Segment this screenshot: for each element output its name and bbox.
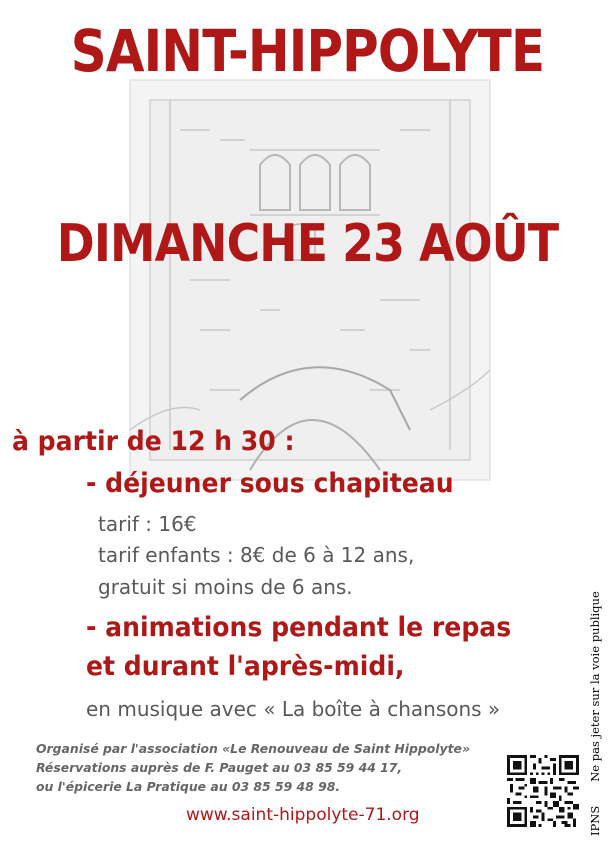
website-link[interactable]: www.saint-hippolyte-71.org xyxy=(186,805,420,825)
qr-code-icon xyxy=(507,755,579,827)
reservation-line: Réservations auprès de F. Pauget au 03 85 59 44 17, xyxy=(36,760,403,775)
tarif-text: tarif : 16€ xyxy=(98,512,197,536)
music-text: en musique avec « La boîte à chansons » xyxy=(86,697,501,721)
poster-title: SAINT-HIPPOLYTE xyxy=(70,17,545,85)
tarif-children-text: tarif enfants : 8€ de 6 à 12 ans, xyxy=(98,543,415,567)
shop-line: ou l'épicerie La Pratique au 03 85 59 48 98. xyxy=(36,779,341,794)
organizer-line: Organisé par l'association «Le Renouveau de Saint Hippolyte» xyxy=(36,741,470,756)
legal-vertical-text xyxy=(588,591,602,836)
free-note-text: gratuit si moins de 6 ans. xyxy=(98,575,353,599)
organizer-block xyxy=(36,739,470,796)
do-not-litter-note: Ne pas jeter sur la voie publique xyxy=(588,591,602,782)
event-date: DIMANCHE 23 AOÛT xyxy=(56,214,559,274)
animations-item-line2: et durant l'après-midi, xyxy=(86,651,405,682)
ipns-label: IPNS xyxy=(588,805,602,836)
start-time: à partir de 12 h 30 : xyxy=(12,426,295,457)
lunch-item: - déjeuner sous chapiteau xyxy=(86,468,454,499)
animations-item-line1: - animations pendant le repas xyxy=(86,612,512,643)
